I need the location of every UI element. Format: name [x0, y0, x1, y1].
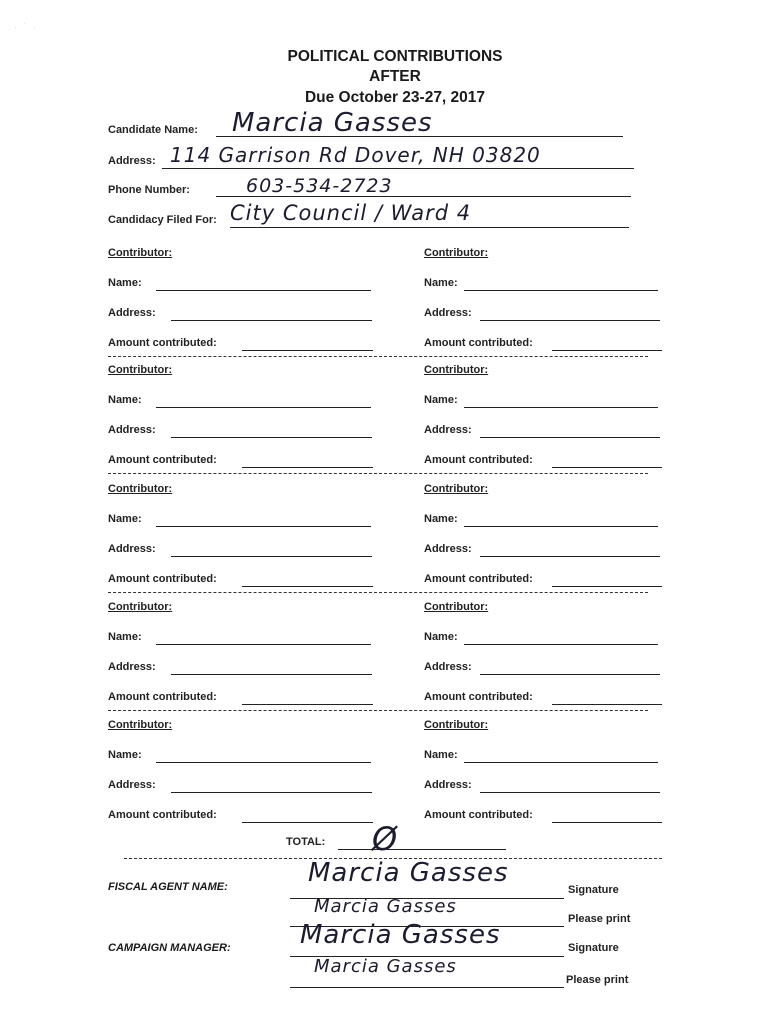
campaign-manager-print-value[interactable]: Marcia Gasses — [314, 956, 457, 977]
contributor-4-right-address-label: Address: — [424, 661, 472, 673]
fiscal-agent-label: FISCAL AGENT NAME: — [108, 881, 228, 893]
contributor-2-left-heading-label: Contributor: — [108, 364, 173, 376]
candidate-name-value[interactable]: Marcia Gasses — [232, 108, 433, 138]
contributor-2-left-address-field[interactable] — [171, 437, 372, 438]
contributor-2-left-address-label: Address: — [108, 424, 156, 436]
contributor-5-left-amount-field[interactable] — [242, 822, 373, 823]
contributor-5-left-heading-label: Contributor: — [108, 719, 173, 731]
contributor-1-right-name-field[interactable] — [464, 290, 658, 291]
campaign-manager-signature-value[interactable]: Marcia Gasses — [300, 920, 501, 950]
contributor-2-right-amount-field[interactable] — [552, 467, 662, 468]
contributor-5-right-heading-label: Contributor: — [424, 719, 489, 731]
contributor-1-right-address-label: Address: — [424, 307, 472, 319]
contributor-1-right-amount-field[interactable] — [552, 350, 662, 351]
contributor-4-left-name-label: Name: — [108, 631, 142, 643]
contributor-2-right-name-label: Name: — [424, 394, 458, 406]
contributor-3-right-address-label: Address: — [424, 543, 472, 555]
phone-number-label: Phone Number: — [108, 184, 190, 196]
candidate-address-label: Address: — [108, 155, 156, 167]
contributor-3-right-amount-label: Amount contributed: — [424, 573, 533, 585]
contributor-divider — [108, 710, 648, 711]
candidacy-filed-value[interactable]: City Council / Ward 4 — [230, 201, 472, 225]
campaign-manager-label: CAMPAIGN MANAGER: — [108, 942, 231, 954]
contributor-4-left-address-label: Address: — [108, 661, 156, 673]
contributor-4-right-address-field[interactable] — [480, 674, 660, 675]
form-title-line1: POLITICAL CONTRIBUTIONS — [287, 48, 503, 65]
total-label: TOTAL: — [286, 836, 326, 848]
contributor-1-left-amount-label: Amount contributed: — [108, 337, 217, 349]
contributor-3-right-name-label: Name: — [424, 513, 458, 525]
contributor-2-left-name-label: Name: — [108, 394, 142, 406]
contributor-1-right-address-field[interactable] — [480, 320, 660, 321]
contributor-3-right-amount-field[interactable] — [552, 586, 662, 587]
contributor-1-right-name-label: Name: — [424, 277, 458, 289]
contributor-5-right-address-field[interactable] — [480, 792, 660, 793]
total-line — [338, 849, 506, 850]
fiscal-agent-signature-value[interactable]: Marcia Gasses — [308, 858, 509, 888]
contributor-2-right-amount-label: Amount contributed: — [424, 454, 533, 466]
contributor-3-left-amount-label: Amount contributed: — [108, 573, 217, 585]
contributor-5-right-name-field[interactable] — [464, 762, 658, 763]
phone-number-value[interactable]: 603-534-2723 — [246, 175, 393, 197]
fiscal-agent-print-value[interactable]: Marcia Gasses — [314, 896, 457, 917]
form-title-due-date: Due October 23-27, 2017 — [304, 89, 486, 106]
contributor-5-left-amount-label: Amount contributed: — [108, 809, 217, 821]
contributor-1-left-address-label: Address: — [108, 307, 156, 319]
scan-artifact: · ˙ · — [14, 22, 38, 32]
contributor-5-right-amount-label: Amount contributed: — [424, 809, 533, 821]
contributor-4-left-heading-label: Contributor: — [108, 601, 173, 613]
contributor-2-right-heading-label: Contributor: — [424, 364, 489, 376]
candidate-address-value[interactable]: 114 Garrison Rd Dover, NH 03820 — [170, 143, 541, 167]
contributor-5-right-amount-field[interactable] — [552, 822, 662, 823]
contributor-3-left-amount-field[interactable] — [242, 586, 373, 587]
form-title-line2: AFTER — [369, 68, 421, 85]
contributor-3-left-name-field[interactable] — [156, 526, 371, 527]
candidate-address-line — [162, 168, 634, 169]
contributor-4-right-heading-label: Contributor: — [424, 601, 489, 613]
contributor-3-right-name-field[interactable] — [464, 526, 658, 527]
campaign-manager-print-line — [290, 987, 564, 988]
contributor-3-left-name-label: Name: — [108, 513, 142, 525]
contributor-1-right-heading-label: Contributor: — [424, 247, 489, 259]
contributor-divider — [108, 356, 648, 357]
contributor-5-left-name-label: Name: — [108, 749, 142, 761]
contributor-3-left-address-label: Address: — [108, 543, 156, 555]
contributor-4-left-name-field[interactable] — [156, 644, 371, 645]
fiscal-agent-signature-label: Signature — [568, 884, 619, 896]
contributor-4-right-amount-field[interactable] — [552, 704, 662, 705]
candidate-name-label: Candidate Name: — [108, 124, 198, 136]
contributor-4-left-amount-label: Amount contributed: — [108, 691, 217, 703]
contributor-1-left-amount-field[interactable] — [242, 350, 373, 351]
campaign-manager-please-print-label: Please print — [566, 974, 629, 986]
candidacy-filed-label: Candidacy Filed For: — [108, 214, 217, 226]
contributor-divider — [108, 473, 648, 474]
contributor-5-left-address-field[interactable] — [171, 792, 372, 793]
contributor-4-right-amount-label: Amount contributed: — [424, 691, 533, 703]
contributor-4-left-amount-field[interactable] — [242, 704, 373, 705]
contributor-3-left-heading-label: Contributor: — [108, 483, 173, 495]
contributor-5-right-address-label: Address: — [424, 779, 472, 791]
contributor-4-left-address-field[interactable] — [171, 674, 372, 675]
candidacy-filed-line — [230, 227, 629, 228]
contributor-3-right-heading-label: Contributor: — [424, 483, 489, 495]
contributor-2-left-name-field[interactable] — [156, 407, 371, 408]
contributor-3-left-address-field[interactable] — [171, 556, 372, 557]
campaign-manager-signature-label: Signature — [568, 942, 619, 954]
contributor-divider — [108, 592, 648, 593]
contributor-4-right-name-field[interactable] — [464, 644, 658, 645]
contributor-3-right-address-field[interactable] — [480, 556, 660, 557]
contributor-2-right-address-label: Address: — [424, 424, 472, 436]
contributor-5-left-name-field[interactable] — [156, 762, 371, 763]
contributor-5-left-address-label: Address: — [108, 779, 156, 791]
contributor-1-right-amount-label: Amount contributed: — [424, 337, 533, 349]
contributor-1-left-address-field[interactable] — [171, 320, 372, 321]
total-value[interactable]: Ø — [372, 820, 399, 858]
contributor-1-left-heading-label: Contributor: — [108, 247, 173, 259]
contributor-2-left-amount-field[interactable] — [242, 467, 373, 468]
contributor-5-right-name-label: Name: — [424, 749, 458, 761]
contributor-2-right-name-field[interactable] — [464, 407, 658, 408]
contributor-1-left-name-label: Name: — [108, 277, 142, 289]
contributor-4-right-name-label: Name: — [424, 631, 458, 643]
contributor-1-left-name-field[interactable] — [156, 290, 371, 291]
contributor-2-right-address-field[interactable] — [480, 437, 660, 438]
fiscal-agent-please-print-label: Please print — [568, 913, 631, 925]
contributor-2-left-amount-label: Amount contributed: — [108, 454, 217, 466]
